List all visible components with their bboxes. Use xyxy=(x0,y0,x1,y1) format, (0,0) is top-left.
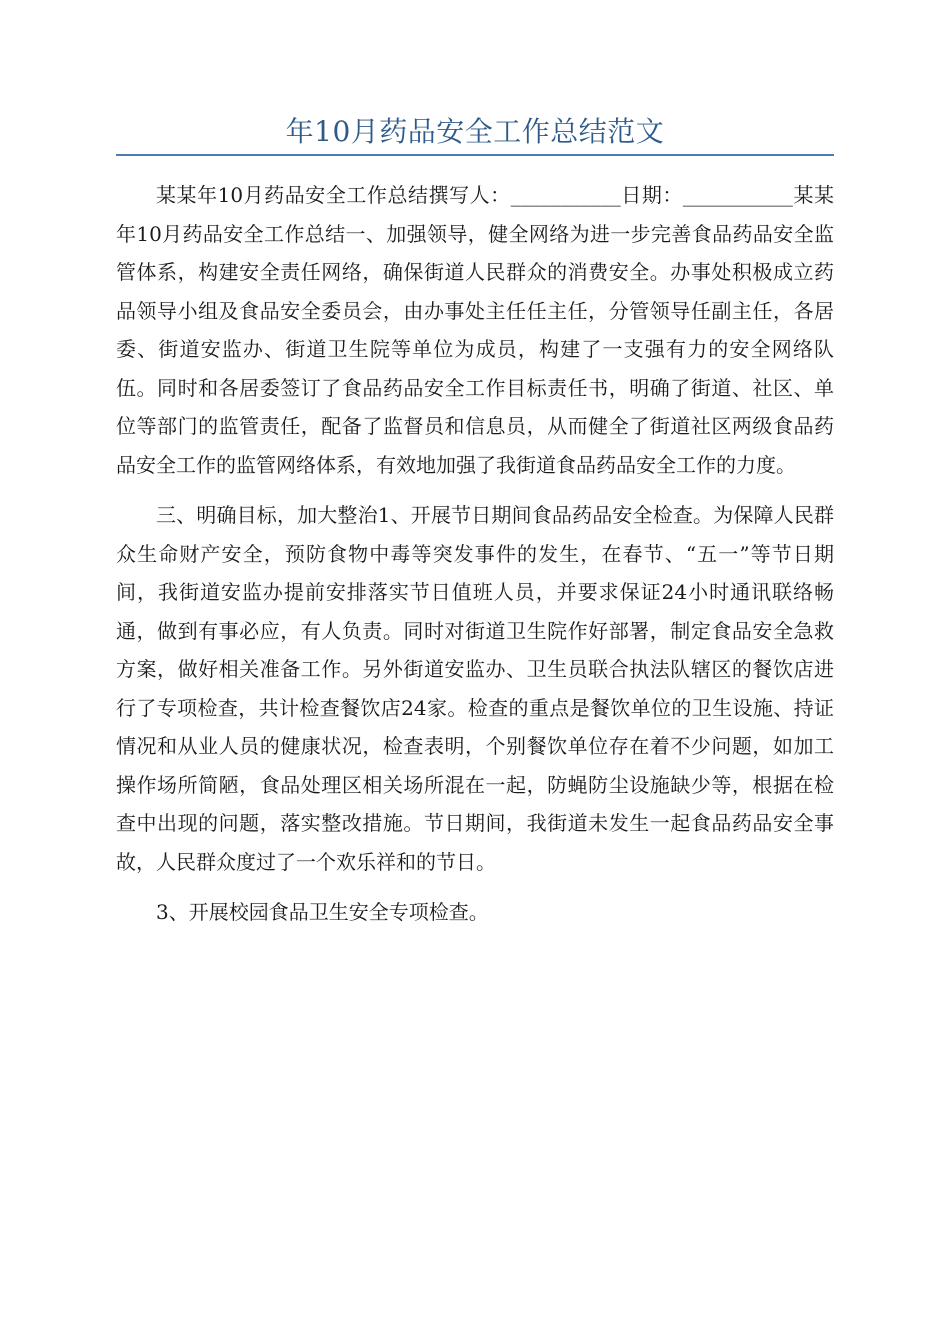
paragraph-1: 某某年10月药品安全工作总结撰写人：___________日期：___________某某年10月药品安全工作总结一、加强领导，健全网络为进一步完善食品药品安全监管体系，构建安全责任网络，确保街道人民群众的消费安全。办事处积极成立药品领导小组及食品安全委员会，由办事处主任任主任，分管领导任副主任，各居委、街道安监办、街道卫生院等单位为成员，构建了一支强有力的安全网络队伍。同时和各居委签订了食品药品安全工作目标责任书，明确了街道、社区、单位等部门的监管责任，配备了监督员和信息员，从而健全了街道社区两级食品药品安全工作的监管网络体系，有效地加强了我街道食品药品安全工作的力度。 xyxy=(116,183,834,477)
document-body xyxy=(116,176,834,944)
title-underline xyxy=(116,154,834,156)
paragraph-2: 三、明确目标，加大整治1、开展节日期间食品药品安全检查。为保障人民群众生命财产安全，预防食物中毒等突发事件的发生，在春节、“五一”等节日期间，我街道安监办提前安排落实节日值班人员，并要求保证24小时通讯联络畅通，做到有事必应，有人负责。同时对街道卫生院作好部署，制定食品安全急救方案，做好相关准备工作。另外街道安监办、卫生员联合执法队辖区的餐饮店进行了专项检查，共计检查餐饮店24家。检查的重点是餐饮单位的卫生设施、持证情况和从业人员的健康状况，检查表明，个别餐饮单位存在着不少问题，如加工操作场所简陋，食品处理区相关场所混在一起，防蝇防尘设施缺少等，根据在检查中出现的问题，落实整改措施。节日期间，我街道未发生一起食品药品安全事故，人民群众度过了一个欢乐祥和的节日。 xyxy=(116,503,834,874)
document-title: 年10月药品安全工作总结范文 xyxy=(285,115,665,148)
paragraph-3: 3、开展校园食品卫生安全专项检查。 xyxy=(156,900,489,924)
